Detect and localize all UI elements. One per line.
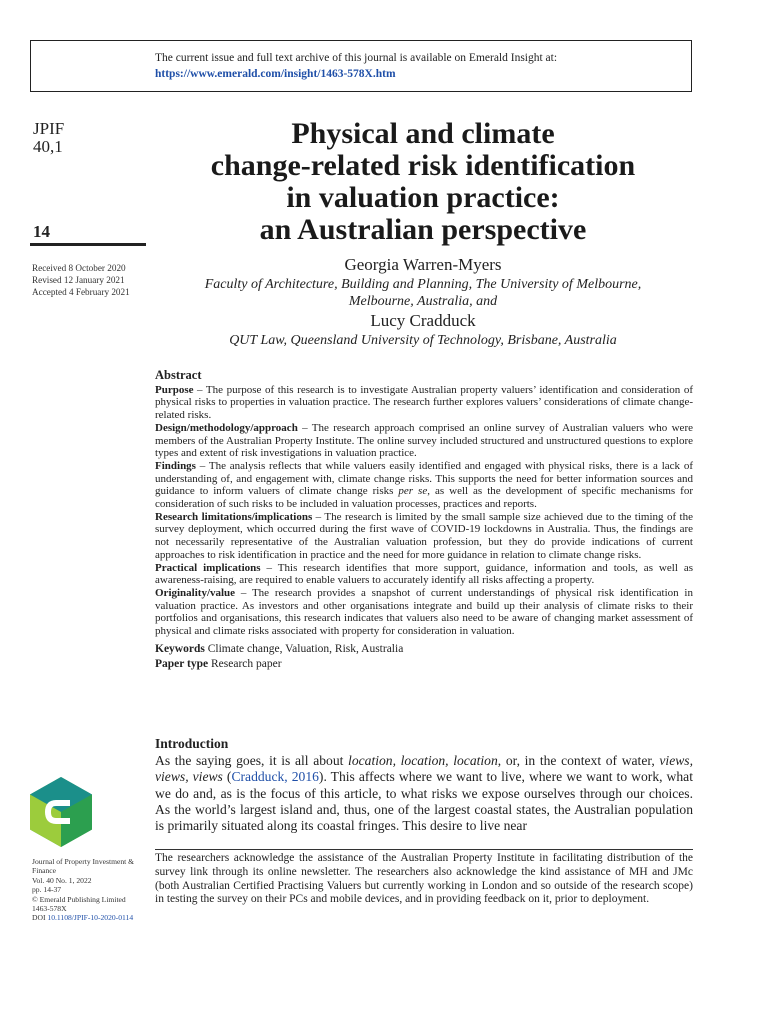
received-date: Received 8 October 2020: [32, 263, 126, 273]
intro-text: ). This affects where we want to live, where we want to work, what we do and, as is the focus of this article, to what risks we expose ourselves through our choices. As the world’s largest island and, thus, one of the largest coastal states, the Australian population is primarily situated along its coastal fringes. This desire to live near: [155, 769, 693, 834]
journal-availability-box: [30, 40, 692, 92]
introduction-heading: Introduction: [155, 736, 229, 751]
doi-label: DOI: [32, 913, 48, 923]
keywords-text: Climate change, Valuation, Risk, Australia: [204, 642, 404, 655]
journal-volume: Vol. 40 No. 1, 2022: [32, 875, 92, 885]
purpose-text: – The purpose of this research is to investigate Australian property valuers’ identification and consideration of physical risks to properties in valuation practice. The research further explores valuers’ considerations of climate change-related risks.: [155, 383, 693, 422]
limitations-label: Research limitations/implications: [155, 510, 313, 523]
abstract-heading: Abstract: [155, 368, 202, 382]
intro-text: As the saying goes, it is all about: [155, 753, 349, 769]
journal-pages: pp. 14-37: [32, 885, 62, 895]
journal-info: [32, 857, 152, 923]
limitations-text: – The research is limited by the small sample size achieved due to the timing of the survey deployment, which occurred during the first wave of COVID-19 lockdowns in Australia. Thus, the findings are not necessarily representative of the Australian valuation profession, but they do provide indications of current approaches to risk identification in practice and the need for more guidance in relation to climate change risks.: [155, 510, 693, 561]
abstract-design: [155, 422, 693, 460]
journal-issn: 1463-578X: [32, 904, 67, 914]
intro-text: , or, in the context of water,: [497, 753, 660, 769]
doi-link[interactable]: 10.1108/JPIF-10-2020-0114: [47, 913, 134, 923]
emerald-logo-icon: [30, 777, 92, 847]
title-line: change-related risk identification: [210, 149, 636, 182]
accepted-date: Accepted 4 February 2021: [32, 287, 130, 297]
design-label: Design/methodology/approach: [155, 421, 298, 434]
findings-text: – The analysis reflects that while valuers easily identified and engaged with physical risks, there is a lack of understanding of, and engagement with, climate change risks. This supports the need for better information sources and guidance to inform valuers of climate change risks: [155, 459, 693, 498]
author-2: Lucy Cradduck: [370, 311, 476, 330]
introduction-paragraph: [155, 753, 693, 834]
margin-rule: [30, 243, 146, 246]
volume-issue: 40,1: [33, 137, 63, 156]
journal-abbr: JPIF: [33, 119, 65, 138]
journal-name: Journal of Property Investment & Finance: [32, 857, 135, 876]
affiliation-1-line-1: Faculty of Architecture, Building and Planning, The University of Melbourne,: [204, 277, 642, 292]
paper-type-label: Paper type: [155, 657, 209, 670]
acknowledgement-footnote: The researchers acknowledge the assistance of the Australian Property Institute in facilitating distribution of the survey link through its online newsletter. The researchers also acknowledge the kind assistance of MH and JMc (both Australian Certified Practising Valuers but currently working in London and so outside of the research scope) in testing the survey on their PCs and mobile devices, and in providing feedback on it, prior to deployment.: [155, 852, 693, 906]
title-line: in valuation practice:: [286, 181, 560, 214]
intro-text: (: [222, 769, 232, 785]
affiliation-1-line-2: Melbourne, Australia, and: [348, 294, 498, 309]
author-1: Georgia Warren-Myers: [344, 255, 502, 274]
footnote-rule: [155, 849, 693, 850]
title-line: an Australian perspective: [259, 213, 587, 246]
intro-italic: views, views, views: [155, 753, 693, 785]
submission-dates: [32, 262, 130, 298]
keywords-label: Keywords: [155, 642, 205, 655]
availability-text: The current issue and full text archive of this journal is available on Emerald Insight at:: [155, 52, 558, 64]
paper-type-text: Research paper: [208, 657, 282, 670]
abstract-findings: [155, 460, 693, 511]
intro-italic: location, location, location: [348, 753, 498, 769]
practical-label: Practical implications: [155, 561, 261, 574]
originality-text: – The research provides a snapshot of current understandings of physical risk identification in valuation practice. As investors and other organisations integrate and build up their analysis of climate risks to their portfolios and organisations, this research indicates that valuers also need to be aware of changing market assessment of physical and climate risks associated with property for consideration in valuation.: [155, 586, 693, 638]
introduction-section: [155, 736, 693, 834]
practical-text: – This research identifies that more support, guidance, information and tools, as well as awareness-raising, are required to enable valuers to accurately identify all risks affecting a property.: [155, 561, 694, 587]
abstract-limitations: [155, 511, 693, 562]
findings-italic: per se: [398, 485, 428, 498]
abstract-originality: [155, 587, 693, 638]
affiliation-1: [150, 276, 696, 310]
journal-url-link[interactable]: https://www.emerald.com/insight/1463-578X.htm: [155, 68, 396, 80]
findings-text-end: , as well as the development of specific mechanisms for consideration of such risks to be included in valuation processes, practices and reports.: [155, 485, 694, 511]
keywords: [155, 642, 693, 657]
abstract-practical: [155, 562, 693, 587]
affiliation-2: QUT Law, Queensland University of Technology, Brisbane, Australia: [229, 333, 617, 348]
findings-label: Findings: [155, 459, 196, 472]
design-text: – The research approach comprised an online survey of Australian valuers who were members of the Australian Property Institute. The online survey included structured and unstructured questions to explore types and extent of risk investigations in valuation practice.: [155, 421, 693, 460]
page-number: 14: [33, 222, 50, 241]
journal-doi: [32, 913, 152, 922]
originality-label: Originality/value: [155, 586, 236, 599]
abstract-purpose: [155, 384, 693, 422]
citation-link[interactable]: Cradduck, 2016: [231, 769, 319, 785]
paper-type: [155, 657, 693, 672]
title-line: Physical and climate: [291, 117, 555, 150]
journal-code: [33, 120, 64, 156]
abstract-section: [155, 369, 693, 672]
journal-publisher: © Emerald Publishing Limited: [32, 894, 126, 904]
purpose-label: Purpose: [155, 383, 194, 396]
article-title: [150, 118, 696, 246]
revised-date: Revised 12 January 2021: [32, 275, 125, 285]
